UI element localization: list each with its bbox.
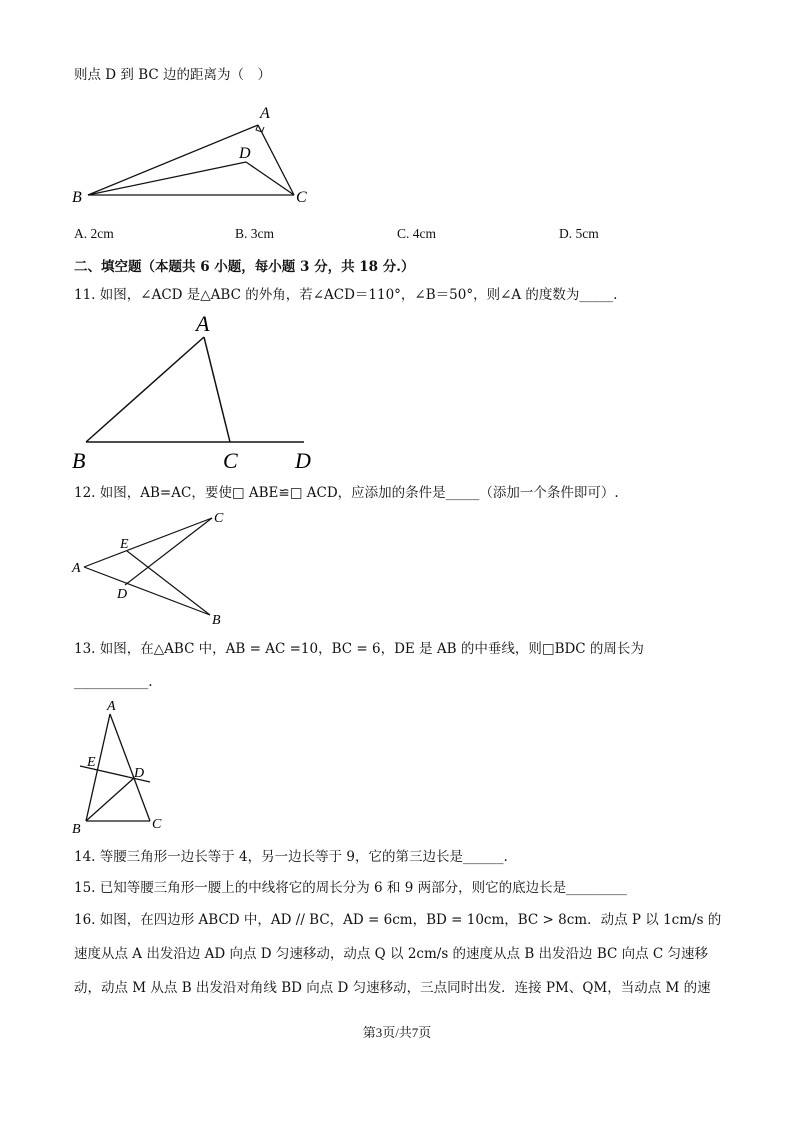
q12-figure (70, 508, 240, 628)
q13-label-a: A (107, 699, 116, 714)
q13-label-b: B (72, 822, 81, 837)
q12-label-c: C (214, 511, 224, 526)
page-footer: 第3页/共7页 (362, 1025, 432, 1040)
q10-option-c: C. 4cm (397, 226, 436, 241)
q14-text: 14. 等腰三角形一边长等于 4，另一边长等于 9，它的第三边长是______. (74, 849, 508, 865)
q10-option-d: D. 5cm (559, 226, 599, 241)
q13-label-d: D (134, 766, 145, 781)
q11-label-b: B (72, 448, 86, 473)
q10-stem-tail: 则点 D 到 BC 边的距离为（ ） (74, 67, 271, 83)
q10-label-a: A (260, 105, 270, 122)
q15-text: 15. 已知等腰三角形一腰上的中线将它的周长分为 6 和 9 两部分，则它的底边长是_________ (74, 880, 627, 896)
q12-label-a: A (72, 561, 81, 576)
q10-option-b: B. 3cm (235, 226, 274, 241)
q16-line1: 16. 如图，在四边形 ABCD 中，AD // BC，AD = 6cm，BD = 10cm，BC > 8cm．动点 P 以 1cm/s 的 (74, 912, 722, 928)
q11-label-c: C (223, 448, 238, 473)
q10-option-a: A. 2cm (74, 226, 114, 241)
q11-label-d: D (295, 448, 311, 473)
q13-label-e: E (87, 755, 96, 770)
q10-label-b: B (72, 189, 82, 206)
q10-label-d: D (239, 145, 251, 162)
q13-figure (70, 696, 180, 841)
q13-text-line1: 13. 如图，在△ABC 中，AB = AC =10，BC = 6，DE 是 AB 的中垂线，则□BDC 的周长为 (74, 641, 644, 657)
q11-text: 11. 如图，∠ACD 是△ABC 的外角，若∠ACD＝110°，∠B＝50°，则∠A 的度数为_____. (74, 287, 618, 303)
q11-figure (70, 312, 330, 472)
section-heading: 二、填空题（本题共 6 小题，每小题 3 分，共 18 分.） (74, 259, 415, 275)
q13-text-line2: ___________. (74, 674, 153, 690)
q10-figure (70, 100, 330, 210)
q12-label-d: D (117, 587, 128, 602)
q16-line3: 动，动点 M 从点 B 出发沿对角线 BD 向点 D 匀速移动，三点同时出发．连接 PM、QM，当动点 M 的速 (74, 980, 711, 996)
q12-text: 12. 如图，AB=AC，要使□ ABE≌□ ACD，应添加的条件是_____（添加一个条件即可）. (74, 485, 619, 501)
q11-label-a: A (196, 311, 210, 336)
q13-label-c: C (152, 817, 162, 832)
q16-line2: 速度从点 A 出发沿边 AD 向点 D 匀速移动，动点 Q 以 2cm/s 的速度从点 B 出发沿边 BC 向点 C 匀速移 (74, 946, 709, 962)
q10-label-c: C (296, 189, 307, 206)
q12-label-b: B (212, 613, 221, 628)
q12-label-e: E (120, 537, 129, 552)
